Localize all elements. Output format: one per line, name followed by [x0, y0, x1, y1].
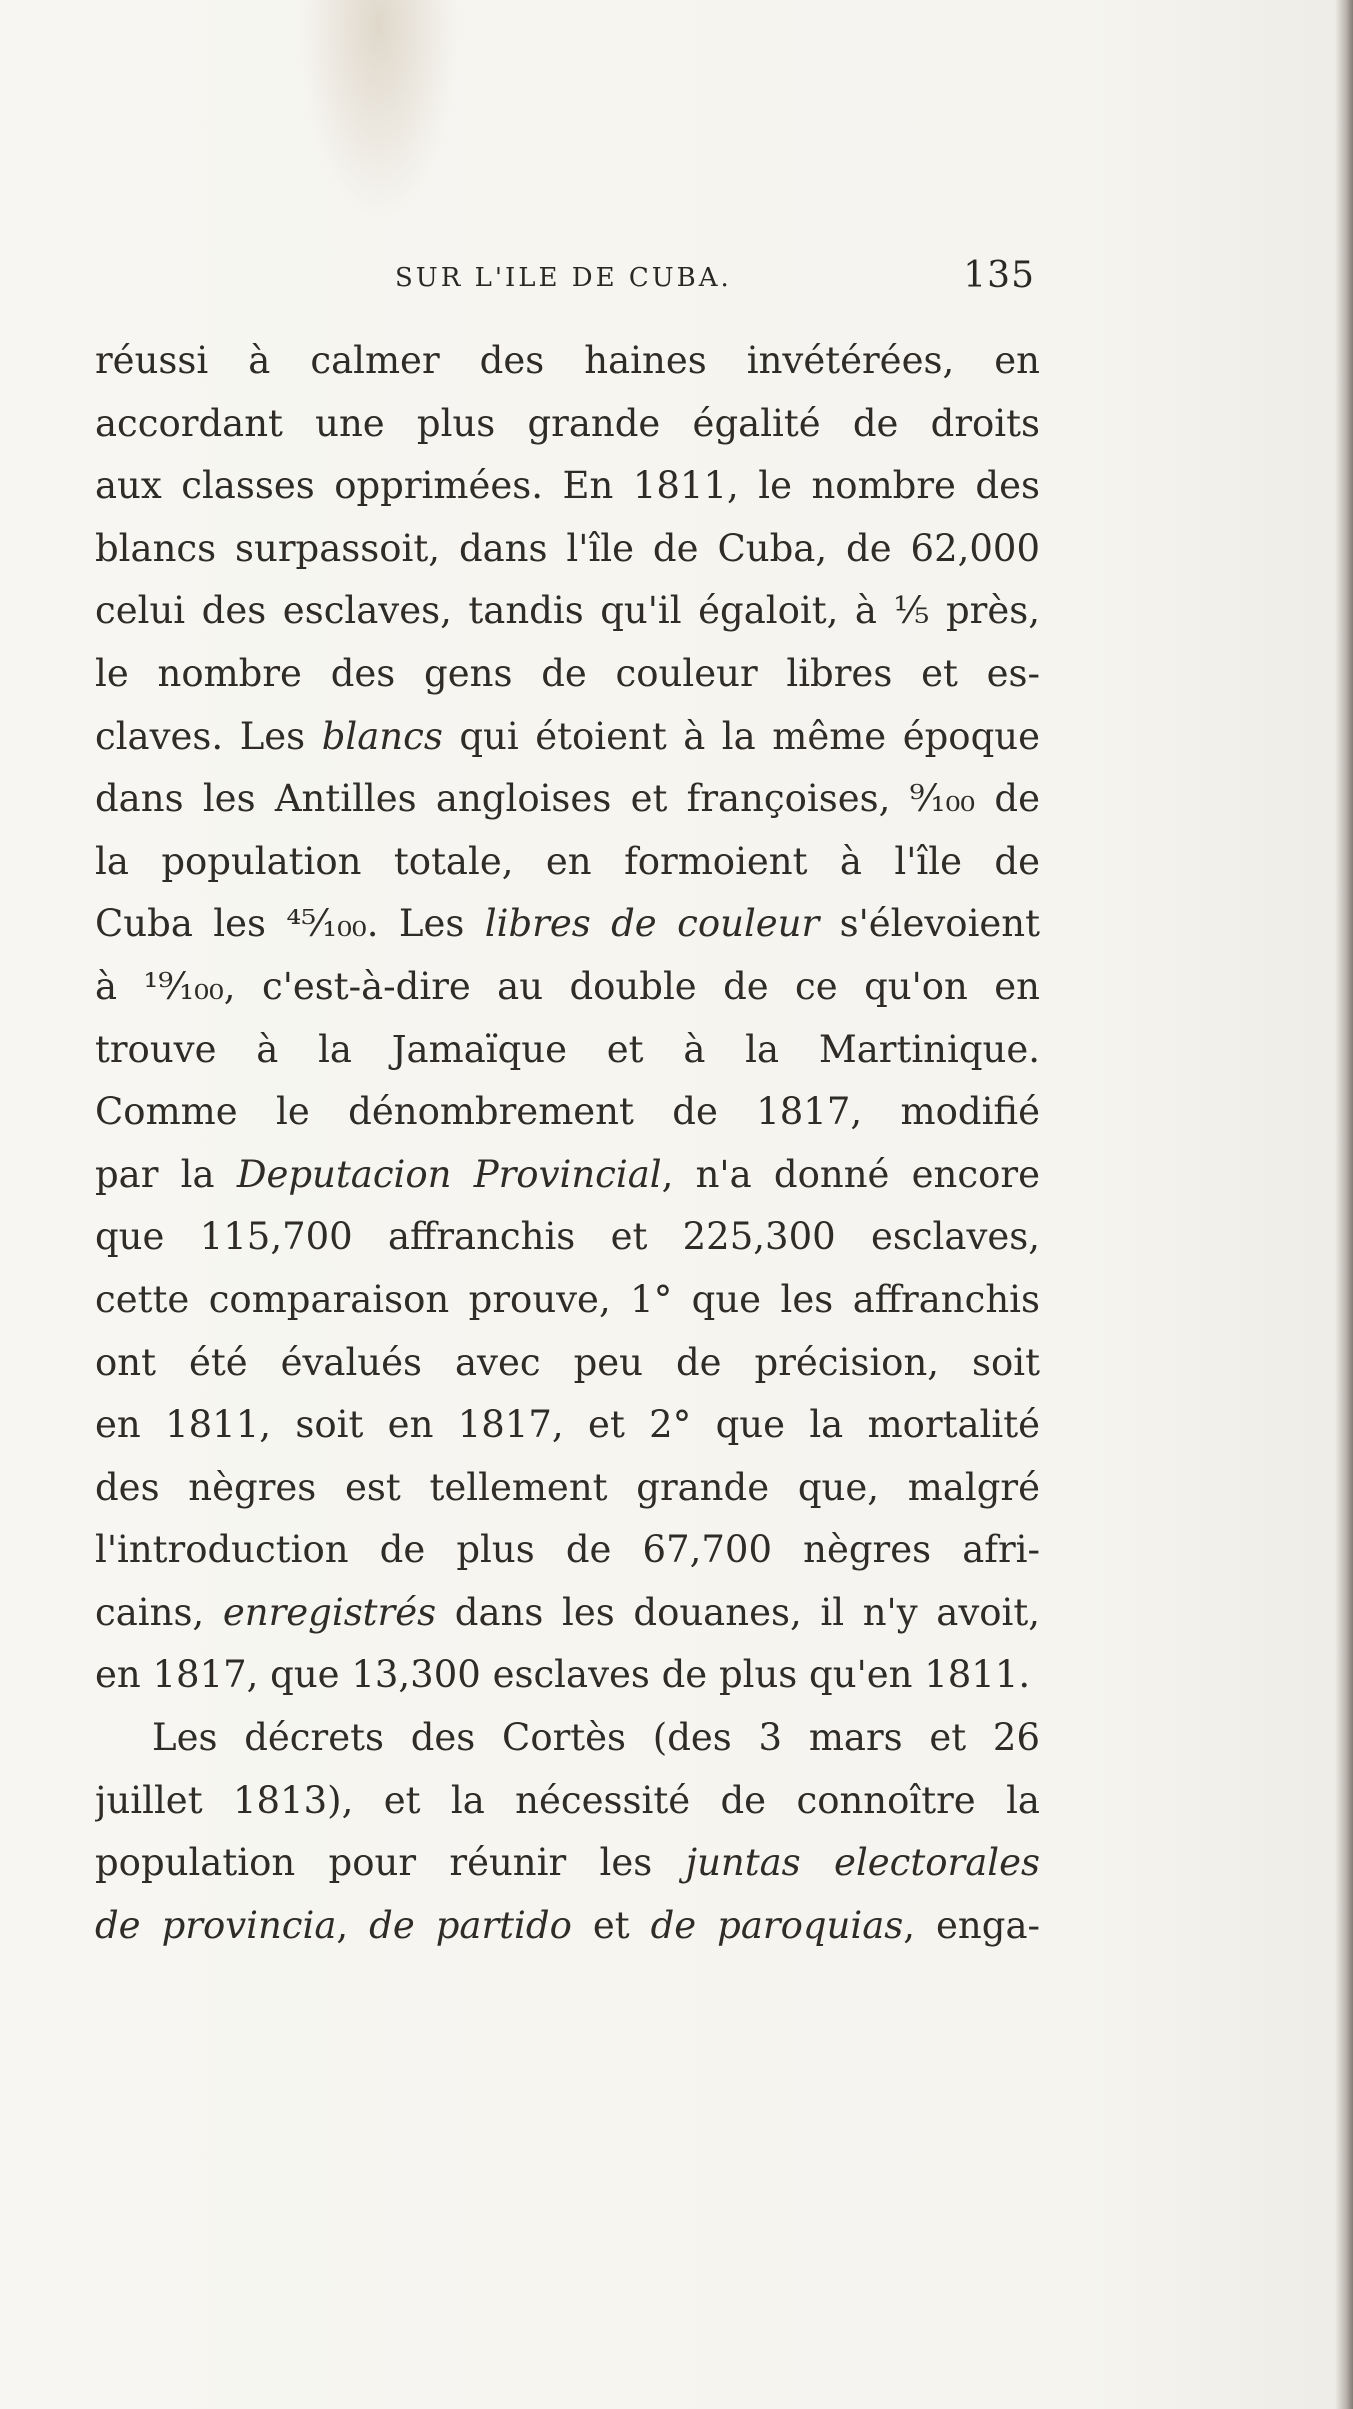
- text-segment: dans les Antilles angloises et françoises, ⁹⁄₁₀₀ de: [95, 777, 1040, 821]
- italic-segment: de paroquias: [650, 1903, 904, 1947]
- text-segment: , n'a donné encore: [661, 1152, 1040, 1196]
- text-segment: trouve à la Jamaïque et à la Martinique.: [95, 1027, 1040, 1071]
- text-segment: blancs surpassoit, dans l'île de Cuba, de 62,000: [95, 526, 1040, 570]
- text-line: [95, 1144, 1040, 1207]
- text-segment: et: [571, 1903, 651, 1947]
- text-line: [95, 956, 1040, 1019]
- page-spine-shadow: [1335, 0, 1353, 2409]
- italic-segment: juntas electorales: [685, 1841, 1040, 1885]
- text-line: [95, 1394, 1040, 1457]
- page-header: [95, 255, 1040, 305]
- text-segment: s'élevoient: [819, 902, 1040, 946]
- text-line: [95, 393, 1040, 456]
- page-number: 135: [963, 255, 1035, 296]
- text-line: [95, 768, 1040, 831]
- text-segment: l'introduction de plus de 67,700 nègres afri-: [95, 1528, 1040, 1572]
- text-line: [95, 1457, 1040, 1520]
- text-segment: la population totale, en formoient à l'île de: [95, 839, 1040, 883]
- running-head: SUR L'ILE DE CUBA.: [395, 263, 732, 293]
- text-segment: population pour réunir les: [95, 1841, 686, 1885]
- text-segment: Cuba les ⁴⁵⁄₁₀₀. Les: [95, 902, 485, 946]
- italic-segment: blancs: [321, 714, 443, 758]
- text-segment: à ¹⁹⁄₁₀₀, c'est-à-dire au double de ce qu'on en: [95, 964, 1040, 1008]
- text-line: [95, 1707, 1040, 1770]
- text-line: [95, 1332, 1040, 1395]
- text-line: [95, 1644, 1040, 1707]
- italic-segment: libres de couleur: [484, 902, 820, 946]
- text-line: [95, 1582, 1040, 1645]
- text-segment: le nombre des gens de couleur libres et es-: [95, 651, 1040, 695]
- text-line: [95, 580, 1040, 643]
- italic-segment: enregistrés: [222, 1590, 437, 1634]
- text-segment: aux classes opprimées. En 1811, le nombre des: [95, 464, 1040, 508]
- italic-segment: de provincia: [95, 1903, 337, 1947]
- text-line: [95, 1832, 1040, 1895]
- text-line: [95, 831, 1040, 894]
- text-segment: réussi à calmer des haines invétérées, en: [95, 339, 1040, 382]
- body-text: [95, 330, 1040, 1957]
- text-line: [95, 706, 1040, 769]
- text-line: [95, 1269, 1040, 1332]
- text-line: [95, 330, 1040, 393]
- text-segment: en 1811, soit en 1817, et 2° que la mortalité: [95, 1403, 1040, 1447]
- text-line: [95, 455, 1040, 518]
- text-segment: ont été évalués avec peu de précision, soit: [95, 1340, 1040, 1384]
- text-segment: cette comparaison prouve, 1° que les affranchis: [95, 1277, 1040, 1321]
- text-segment: que 115,700 affranchis et 225,300 esclaves,: [95, 1215, 1040, 1259]
- text-segment: claves. Les: [95, 714, 322, 758]
- text-segment: cains,: [95, 1590, 223, 1634]
- text-segment: Les décrets des Cortès (des 3 mars et 26: [152, 1716, 1040, 1760]
- italic-segment: de partido: [369, 1903, 572, 1947]
- text-segment: celui des esclaves, tandis qu'il égaloit, à ⅕ près,: [95, 589, 1040, 633]
- text-line: [95, 1206, 1040, 1269]
- text-line: [95, 643, 1040, 706]
- text-line: [95, 1019, 1040, 1082]
- text-segment: dans les douanes, il n'y avoit,: [436, 1590, 1040, 1634]
- text-line: [95, 1895, 1040, 1958]
- text-segment: par la: [95, 1152, 237, 1196]
- text-line: [95, 1519, 1040, 1582]
- text-line: [95, 1081, 1040, 1144]
- text-segment: juillet 1813), et la nécessité de connoître la: [95, 1778, 1040, 1822]
- text-segment: ,: [336, 1903, 370, 1947]
- italic-segment: Deputacion Provincial: [236, 1152, 662, 1196]
- text-segment: Comme le dénombrement de 1817, modifié: [95, 1090, 1040, 1134]
- text-segment: qui étoient à la même époque: [442, 714, 1040, 758]
- text-segment: accordant une plus grande égalité de droits: [95, 401, 1040, 445]
- text-segment: , enga-: [903, 1903, 1040, 1947]
- text-line: [95, 1770, 1040, 1833]
- text-segment: en 1817, que 13,300 esclaves de plus qu'en 1811.: [95, 1653, 1031, 1697]
- text-line: [95, 893, 1040, 956]
- text-segment: des nègres est tellement grande que, malgré: [95, 1465, 1040, 1509]
- text-line: [95, 518, 1040, 581]
